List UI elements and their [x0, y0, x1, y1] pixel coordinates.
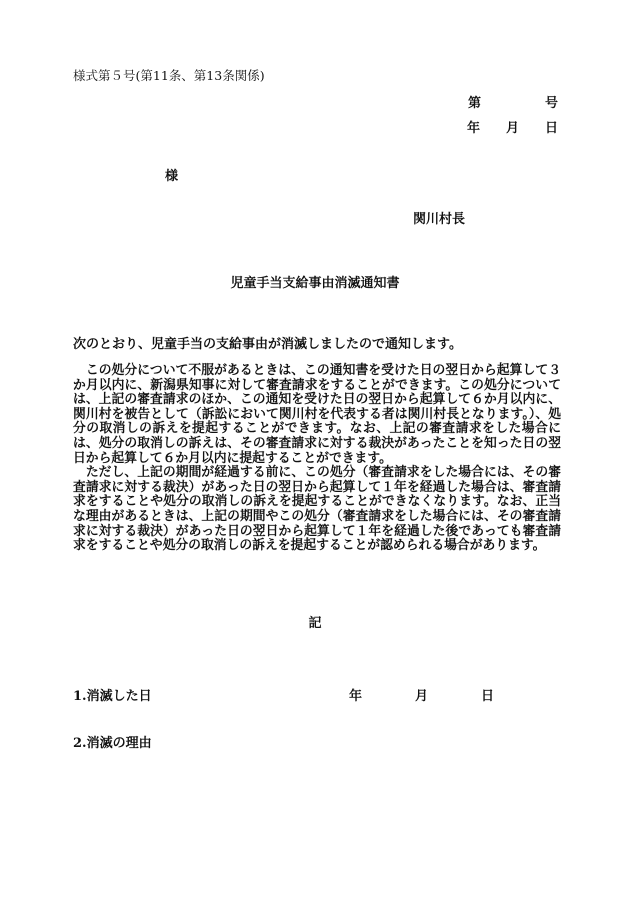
issue-date-year: 年 [466, 121, 480, 136]
addressee-suffix: 様 [165, 169, 179, 184]
appeal-notice [73, 364, 561, 554]
appeal-notice-paragraph-2: ただし、上記の期間が経過する前に、この処分（審査請求をした場合には、その審査請求に対する裁決）があった日の翌日から起算して１年を経過した場合は、審査請求をすることや処分の取消しの訴えを提起することができなくなります。なお、正当な理由があるときは、上記の期間やこの処分（審査請求をした場合には、その審査請求に対する裁決）があった日の翌日から起算して１年を経過した後であっても審査請求をすることや処分の取消しの訴えを提起することが認められる場合があります。 [73, 465, 562, 554]
item-extinction-date [349, 685, 494, 704]
extinction-year: 年 [349, 689, 363, 704]
form-identifier: 様式第５号(第11条、第13条関係) [73, 68, 265, 83]
appeal-notice-paragraph-1: この処分について不服があるときは、この通知書を受けた日の翌日から起算して３か月以内に、新潟県知事に対して審査請求をすることができます。この処分については、上記の審査請求のほか、この通知を受けた日の翌日から起算して６か月以内に、関川村を被告として（訴訟において関川村を代表する者は関川村長となります。）、処分の取消しの訴えを提起することができます。なお、上記の審査請求をした場合には、処分の取消しの訴えは、その審査請求に対する裁決があったことを知った日の翌日から起算して６か月以内に提起することができます。 [73, 363, 562, 466]
extinction-day: 日 [481, 689, 495, 704]
item-extinction-reason-label: 2.消滅の理由 [73, 736, 152, 751]
issue-date [467, 117, 558, 136]
extinction-month: 月 [415, 689, 429, 704]
document-number [468, 92, 558, 111]
number-suffix: 号 [544, 96, 558, 111]
lead-sentence: 次のとおり、児童手当の支給事由が消滅しましたので通知します。 [73, 337, 462, 352]
item-extinction-date-label: 1.消滅した日 [73, 689, 152, 704]
issue-date-day: 日 [544, 121, 558, 136]
document-title: 児童手当支給事由消滅通知書 [230, 276, 400, 291]
issuer-name: 関川村長 [412, 212, 465, 227]
issue-date-month: 月 [505, 121, 519, 136]
number-prefix: 第 [467, 96, 481, 111]
ki-heading: 記 [308, 616, 322, 631]
